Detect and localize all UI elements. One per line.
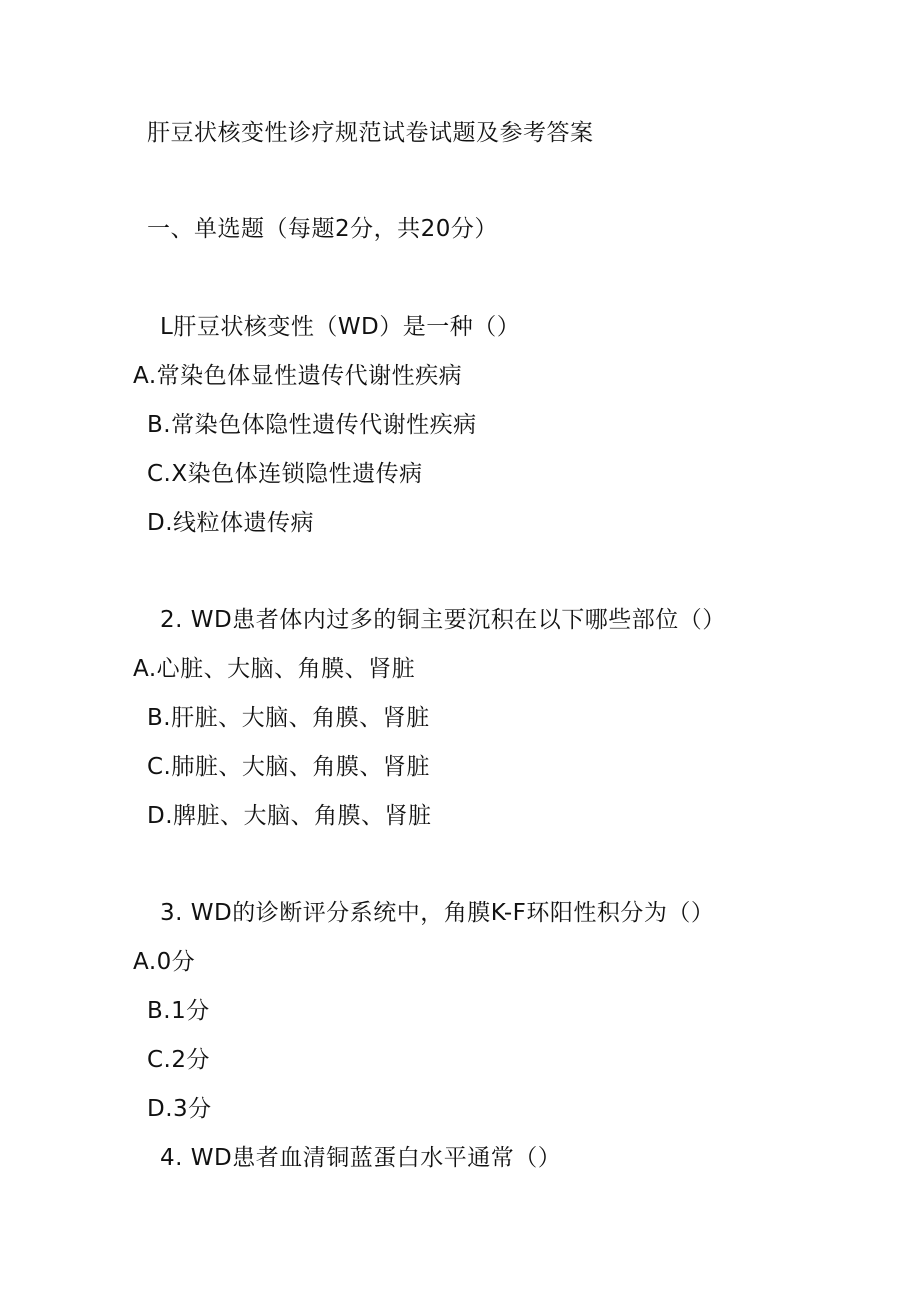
question-2-stem: 2. WD患者体内过多的铜主要沉积在以下哪些部位（） [160,607,726,633]
question-1-option-a: A.常染色体显性遗传代谢性疾病 [133,363,463,389]
question-1-option-d: D.线粒体遗传病 [147,510,315,536]
question-3-option-d: D.3分 [147,1096,212,1122]
question-4-stem: 4. WD患者血清铜蓝蛋白水平通常（） [160,1145,562,1171]
question-3-stem: 3. WD的诊断评分系统中，角膜K-F环阳性积分为（） [160,900,715,926]
document-title: 肝豆状核变性诊疗规范试卷试题及参考答案 [147,120,594,146]
question-2-option-c: C.肺脏、大脑、角膜、肾脏 [147,754,430,780]
question-3-option-b: B.1分 [147,998,210,1024]
question-3-option-a: A.0分 [133,949,196,975]
question-2-option-d: D.脾脏、大脑、角膜、肾脏 [147,803,432,829]
question-2-option-b: B.肝脏、大脑、角膜、肾脏 [147,705,430,731]
question-2-option-a: A.心脏、大脑、角膜、肾脏 [133,656,416,682]
question-3-option-c: C.2分 [147,1047,211,1073]
question-1-option-c: C.X染色体连锁隐性遗传病 [147,461,423,487]
question-1-stem: L肝豆状核变性（WD）是一种（） [160,314,521,340]
section-heading: 一、单选题（每题2分，共20分） [147,216,498,242]
question-1-option-b: B.常染色体隐性遗传代谢性疾病 [147,412,477,438]
